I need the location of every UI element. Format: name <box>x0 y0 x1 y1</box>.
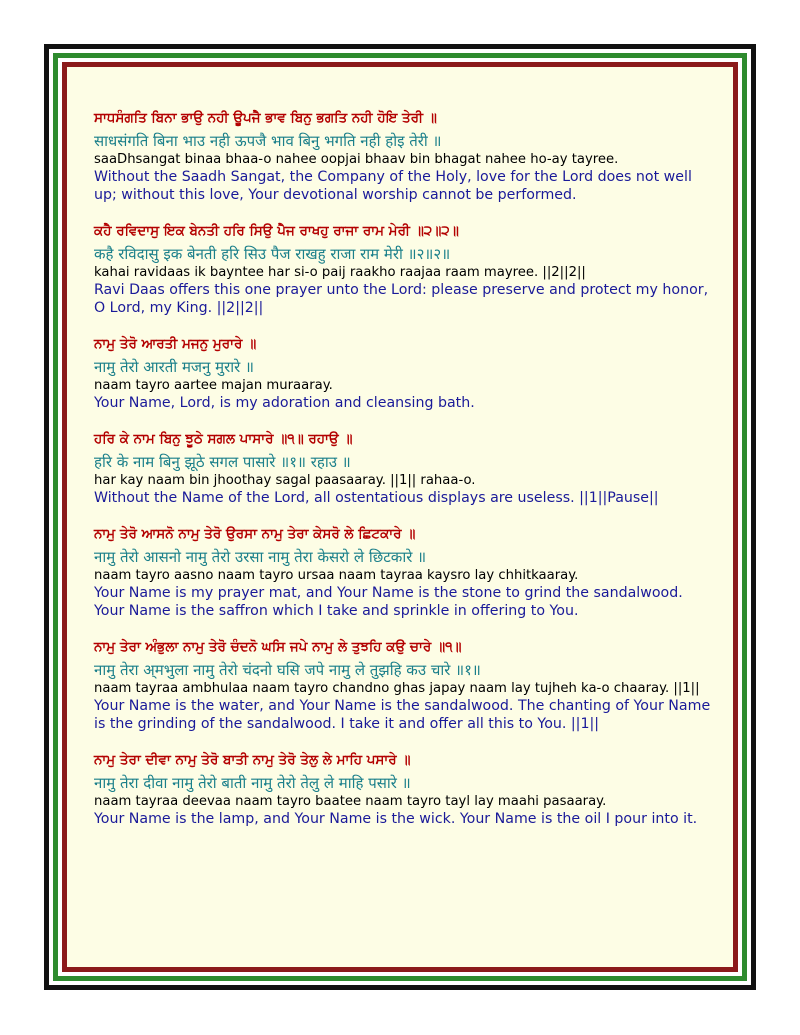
transliteration-line: naam tayro aasno naam tayro ursaa naam tayraa kaysro lay chhitkaaray. <box>94 568 579 583</box>
gurmukhi-line: ਹਰਿ ਕੇ ਨਾਮ ਬਿਨੁ ਝੂਠੇ ਸਗਲ ਪਾਸਾਰੇ ॥੧॥ ਰਹਾਉ ॥ <box>94 431 353 447</box>
transliteration-line: naam tayraa ambhulaa naam tayro chandno ghas japay naam lay tujheh ka-o chaaray. ||1|| <box>94 681 700 696</box>
gurmukhi-line: ਨਾਮੁ ਤੇਰਾ ਦੀਵਾ ਨਾਮੁ ਤੇਰੋ ਬਾਤੀ ਨਾਮੁ ਤੇਰੋ ਤੇਲੁ ਲੇ ਮਾਹਿ ਪਸਾਰੇ ॥ <box>94 752 411 768</box>
page-frame-black <box>44 44 756 990</box>
english-translation: Without the Saadh Sangat, the Company of the Holy, love for the Lord does not well up; without this love, Your devotional worship cannot be performed. <box>94 169 692 203</box>
gurmukhi-line: ਨਾਮੁ ਤੇਰੋ ਆਰਤੀ ਮਜਨੁ ਮੁਰਾਰੇ ॥ <box>94 336 257 352</box>
page-frame-red <box>62 62 738 972</box>
transliteration-line: har kay naam bin jhoothay sagal paasaaray. ||1|| rahaa-o. <box>94 473 476 488</box>
verse-4 <box>94 430 714 507</box>
transliteration-line: naam tayraa deevaa naam tayro baatee naam tayro tayl lay maahi pasaaray. <box>94 794 607 809</box>
hindi-line: नामु तेरा अ्मभुला नामु तेरो चंदनो घसि जपे नामु ले तुझहि कउ चारे ॥१॥ <box>94 661 481 679</box>
transliteration-line: naam tayro aartee majan muraaray. <box>94 378 333 393</box>
page-frame-green <box>53 53 747 981</box>
transliteration-line: kahai ravidaas ik bayntee har si-o paij raakho raajaa raam mayree. ||2||2|| <box>94 265 586 280</box>
english-translation: Your Name, Lord, is my adoration and cleansing bath. <box>94 395 475 411</box>
gurmukhi-line: ਨਾਮੁ ਤੇਰੋ ਆਸਨੋ ਨਾਮੁ ਤੇਰੋ ਉਰਸਾ ਨਾਮੁ ਤੇਰਾ ਕੇਸਰੋ ਲੇ ਛਿਟਕਾਰੇ ॥ <box>94 526 416 542</box>
english-translation: Your Name is the water, and Your Name is the sandalwood. The chanting of Your Name is the grinding of the sandalwood. I take it and offer all this to You. ||1|| <box>94 698 711 732</box>
hindi-line: साधसंगति बिना भाउ नही ऊपजै भाव बिनु भगति नही होइ तेरी ॥ <box>94 132 442 150</box>
transliteration-line: saaDhsangat binaa bhaa-o nahee oopjai bhaav bin bhagat nahee ho-ay tayree. <box>94 152 619 167</box>
verse-3 <box>94 335 714 412</box>
gurmukhi-line: ਨਾਮੁ ਤੇਰਾ ਅੰਭੁਲਾ ਨਾਮੁ ਤੇਰੋ ਚੰਦਨੋ ਘਸਿ ਜਪੇ ਨਾਮੁ ਲੇ ਤੁਝਹਿ ਕਉ ਚਾਰੇ ॥੧॥ <box>94 639 462 655</box>
hindi-line: नामु तेरो आसनो नामु तेरो उरसा नामु तेरा केसरो ले छिटकारे ॥ <box>94 548 427 566</box>
verse-1 <box>94 109 714 204</box>
english-translation: Your Name is my prayer mat, and Your Name is the stone to grind the sandalwood. Your Name is the saffron which I take and sprinkle in offering to You. <box>94 585 683 619</box>
english-translation: Your Name is the lamp, and Your Name is the wick. Your Name is the oil I pour into it. <box>94 811 698 827</box>
verse-6 <box>94 638 714 733</box>
gurmukhi-line: ਕਹੈ ਰਵਿਦਾਸੁ ਇਕ ਬੇਨਤੀ ਹਰਿ ਸਿਉ ਪੈਜ ਰਾਖਹੁ ਰਾਜਾ ਰਾਮ ਮੇਰੀ ॥੨॥੨॥ <box>94 223 459 239</box>
hindi-line: नामु तेरा दीवा नामु तेरो बाती नामु तेरो तेलु ले माहि पसारे ॥ <box>94 774 411 792</box>
english-translation: Ravi Daas offers this one prayer unto the Lord: please preserve and protect my honor, O Lord, my King. ||2||2|| <box>94 282 709 316</box>
verse-5 <box>94 525 714 620</box>
verse-list <box>94 109 714 846</box>
verse-2 <box>94 222 714 317</box>
english-translation: Without the Name of the Lord, all ostentatious displays are useless. ||1||Pause|| <box>94 490 659 506</box>
verse-7 <box>94 751 714 828</box>
hindi-line: नामु तेरो आरती मजनु मुरारे ॥ <box>94 358 255 376</box>
hindi-line: कहै रविदासु इक बेनती हरि सिउ पैज राखहु राजा राम मेरी ॥२॥२॥ <box>94 245 451 263</box>
hindi-line: हरि के नाम बिनु झूठे सगल पासारे ॥१॥ रहाउ ॥ <box>94 453 351 471</box>
gurmukhi-line: ਸਾਧਸੰਗਤਿ ਬਿਨਾ ਭਾਉ ਨਹੀ ਊਪਜੈ ਭਾਵ ਬਿਨੁ ਭਗਤਿ ਨਹੀ ਹੋਇ ਤੇਰੀ ॥ <box>94 110 437 126</box>
